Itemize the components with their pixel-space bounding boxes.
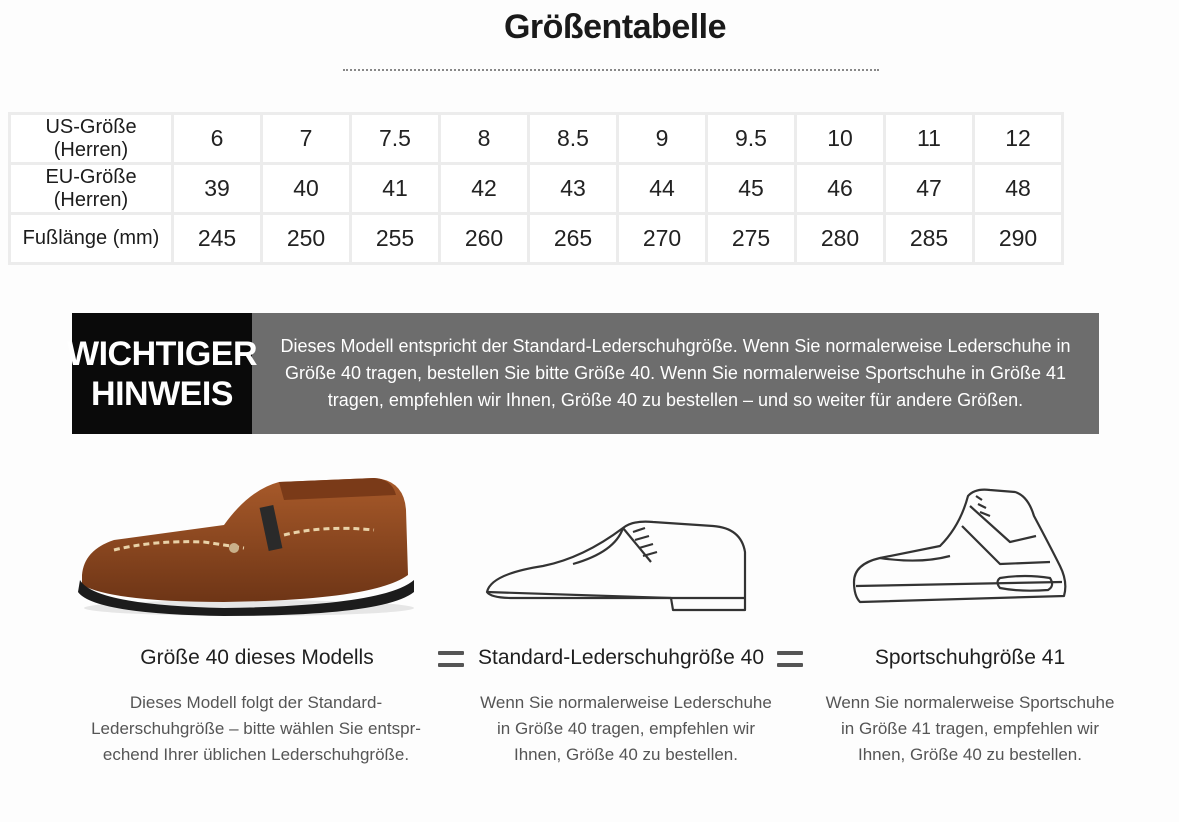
table-cell: 6 [173, 114, 262, 164]
desc-line: Ihnen, Größe 40 zu bestellen. [514, 745, 738, 764]
table-row [10, 114, 1063, 164]
size-table [8, 112, 1064, 265]
sneaker-outline-icon [850, 486, 1072, 610]
table-cell: 290 [974, 214, 1063, 264]
table-cell: 47 [885, 164, 974, 214]
row-label: EU-Größe (Herren) [10, 164, 173, 214]
table-row [10, 164, 1063, 214]
table-cell: 7 [262, 114, 351, 164]
table-cell: 265 [529, 214, 618, 264]
col-title-sneaker-size: Sportschuhgröße 41 [874, 646, 1066, 669]
table-cell: 250 [262, 214, 351, 264]
col-desc-sneaker-size [800, 690, 1140, 768]
brown-leather-loafer-icon [74, 470, 424, 620]
desc-line: Wenn Sie normalerweise Lederschuhe [480, 693, 772, 712]
desc-line: Ihnen, Größe 40 zu bestellen. [858, 745, 1082, 764]
table-cell: 8 [440, 114, 529, 164]
desc-line: Lederschuhgröße – bitte wählen Sie entspr- [91, 719, 421, 738]
table-cell: 11 [885, 114, 974, 164]
dress-shoe-outline-icon [483, 512, 749, 614]
table-cell: 260 [440, 214, 529, 264]
table-cell: 7.5 [351, 114, 440, 164]
table-cell: 43 [529, 164, 618, 214]
notice-label-line1: WICHTIGER [66, 334, 258, 373]
table-cell: 255 [351, 214, 440, 264]
table-row [10, 214, 1063, 264]
equals-icon [777, 651, 803, 671]
table-cell: 285 [885, 214, 974, 264]
table-cell: 245 [173, 214, 262, 264]
table-cell: 40 [262, 164, 351, 214]
table-cell: 42 [440, 164, 529, 214]
col-desc-this-model [64, 690, 448, 768]
table-cell: 8.5 [529, 114, 618, 164]
notice-text: Dieses Modell entspricht der Standard-Lederschuhgröße. Wenn Sie normalerweise Lederschuhe in Größe 40 tragen, bestellen Sie bitte Größe 40. Wenn Sie normalerweise Sportschuhe in Größe 41 tragen, empfehlen wir Ihnen, Größe 40 zu bestellen – und so weiter für andere Größen. [280, 336, 1071, 410]
col-title-leather-size: Standard-Lederschuhgröße 40 [477, 646, 765, 669]
table-cell: 270 [618, 214, 707, 264]
desc-line: echend Ihrer üblichen Lederschuhgröße. [102, 745, 410, 764]
desc-line: in Größe 40 tragen, empfehlen wir [497, 719, 755, 738]
desc-line: in Größe 41 tragen, empfehlen wir [841, 719, 1099, 738]
notice-label-line2: HINWEIS [91, 374, 233, 413]
title-divider [343, 69, 879, 71]
col-title-this-model: Größe 40 dieses Modells [140, 646, 374, 669]
important-notice [66, 313, 1099, 434]
table-cell: 41 [351, 164, 440, 214]
table-cell: 9.5 [707, 114, 796, 164]
row-label: US-Größe (Herren) [10, 114, 173, 164]
table-cell: 39 [173, 164, 262, 214]
row-label: Fußlänge (mm) [10, 214, 173, 264]
table-cell: 275 [707, 214, 796, 264]
table-cell: 9 [618, 114, 707, 164]
table-cell: 12 [974, 114, 1063, 164]
table-cell: 10 [796, 114, 885, 164]
desc-line: Wenn Sie normalerweise Sportschuhe [825, 693, 1115, 712]
page-title: Größentabelle [503, 8, 727, 46]
col-desc-leather-size [456, 690, 796, 768]
table-cell: 280 [796, 214, 885, 264]
notice-label [66, 313, 258, 434]
table-cell: 46 [796, 164, 885, 214]
table-cell: 48 [974, 164, 1063, 214]
equals-icon [438, 651, 464, 671]
desc-line: Dieses Modell folgt der Standard- [129, 693, 383, 712]
table-cell: 45 [707, 164, 796, 214]
table-cell: 44 [618, 164, 707, 214]
